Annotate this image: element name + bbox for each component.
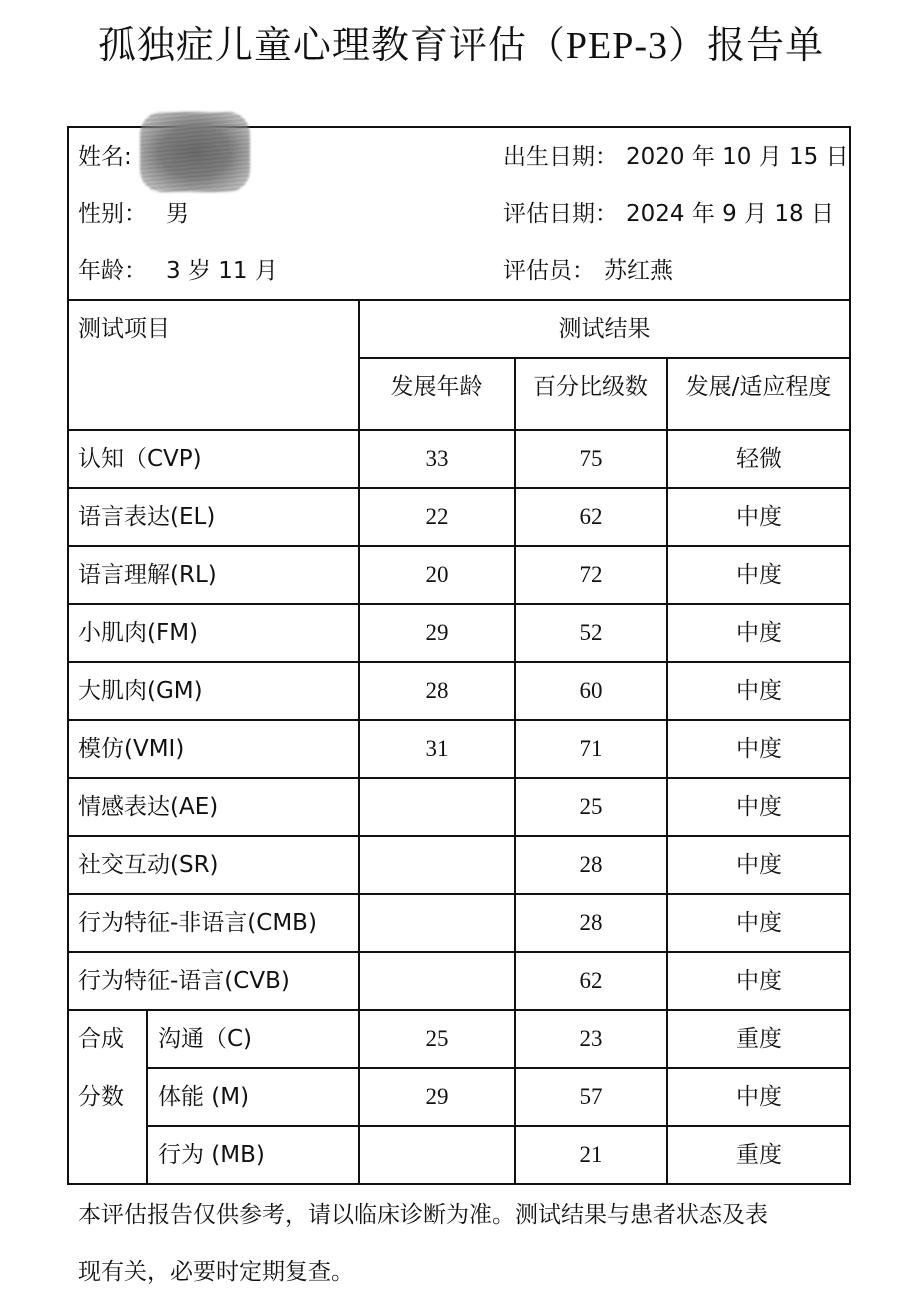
table-row-item: 模仿(VMI) (78, 736, 185, 762)
composite-row-level: 重度 (736, 1026, 782, 1052)
table-row-dev-age: 28 (425, 678, 449, 703)
table-header-top-line (67, 299, 851, 301)
table-header-mid-line (359, 357, 851, 359)
table-row-level: 中度 (736, 504, 782, 530)
table-row-percentile: 52 (579, 620, 603, 645)
table-row-item: 小肌肉(FM) (78, 620, 199, 646)
gender-value: 男 (166, 201, 189, 227)
report-title: 孤独症儿童心理教育评估（PEP-3）报告单 (97, 23, 825, 67)
table-row-line (67, 603, 851, 605)
table-row-item: 认知（CVP) (78, 446, 202, 472)
composite-row-percentile: 57 (579, 1084, 603, 1109)
table-row-level: 中度 (736, 910, 782, 936)
table-row-percentile: 72 (579, 562, 603, 587)
table-row-item: 社交互动(SR) (78, 852, 219, 878)
table-row-level: 轻微 (736, 446, 782, 472)
footer-note-line2: 现有关，必要时定期复查。 (78, 1259, 354, 1285)
table-row-percentile: 25 (579, 794, 603, 819)
table-row-item: 语言表达(EL) (78, 504, 216, 530)
header-test-item: 测试项目 (78, 316, 170, 342)
composite-row-line (147, 1067, 851, 1069)
column-line-percentile (666, 358, 668, 1185)
column-line-composite (146, 1010, 148, 1185)
table-row-level: 中度 (736, 562, 782, 588)
table-row-percentile: 62 (579, 968, 603, 993)
table-row-item: 行为特征-语言(CVB) (78, 968, 290, 994)
table-header-bottom-line (67, 429, 851, 431)
eval-date-value: 2024 年 9 月 18 日 (626, 201, 834, 227)
table-row-level: 中度 (736, 794, 782, 820)
table-row-line (67, 487, 851, 489)
evaluator-value: 苏红燕 (604, 258, 673, 284)
column-line-dev-age (514, 358, 516, 1185)
evaluator-label: 评估员： (503, 258, 595, 284)
table-row-percentile: 62 (579, 504, 603, 529)
table-row-item: 大肌肉(GM) (78, 678, 203, 704)
table-row-line (67, 661, 851, 663)
composite-row-dev-age: 25 (425, 1026, 449, 1051)
table-row-level: 中度 (736, 968, 782, 994)
birth-date-label: 出生日期： (503, 144, 618, 170)
composite-row-item: 体能 (M) (158, 1084, 250, 1110)
composite-row-dev-age: 29 (425, 1084, 449, 1109)
table-row-line (67, 1009, 851, 1011)
table-row-item: 行为特征-非语言(CMB) (78, 910, 317, 936)
table-row-line (67, 893, 851, 895)
name-redaction (140, 112, 250, 192)
header-level: 发展/适应程度 (685, 374, 832, 400)
header-dev-age: 发展年龄 (390, 374, 483, 400)
table-row-level: 中度 (736, 620, 782, 646)
table-row-item: 语言理解(RL) (78, 562, 217, 588)
table-row-percentile: 75 (579, 446, 603, 471)
age-label: 年龄： (78, 258, 147, 284)
composite-label-line2: 分数 (78, 1084, 124, 1110)
table-row-dev-age: 31 (425, 736, 449, 761)
composite-row-item: 行为 (MB) (158, 1142, 265, 1168)
composite-row-percentile: 21 (579, 1142, 603, 1167)
table-row-line (67, 835, 851, 837)
header-test-result: 测试结果 (558, 316, 651, 342)
table-row-level: 中度 (736, 678, 782, 704)
eval-date-label: 评估日期： (503, 201, 618, 227)
table-row-line (67, 545, 851, 547)
name-label: 姓名: (78, 144, 132, 170)
header-percentile: 百分比级数 (533, 374, 648, 400)
table-row-item: 情感表达(AE) (78, 794, 219, 820)
table-row-percentile: 28 (579, 852, 603, 877)
composite-row-line (147, 1125, 851, 1127)
table-row-dev-age: 22 (425, 504, 449, 529)
table-row-dev-age: 20 (425, 562, 449, 587)
table-row-line (67, 719, 851, 721)
composite-row-percentile: 23 (579, 1026, 603, 1051)
table-row-dev-age: 29 (425, 620, 449, 645)
gender-label: 性别： (78, 201, 147, 227)
composite-row-level: 中度 (736, 1084, 782, 1110)
table-row-line (67, 951, 851, 953)
table-row-percentile: 28 (579, 910, 603, 935)
table-row-percentile: 60 (579, 678, 603, 703)
composite-row-item: 沟通（C) (158, 1026, 253, 1052)
composite-label-line1: 合成 (78, 1026, 124, 1052)
composite-row-level: 重度 (736, 1142, 782, 1168)
table-row-level: 中度 (736, 736, 782, 762)
table-row-dev-age: 33 (425, 446, 449, 471)
table-row-level: 中度 (736, 852, 782, 878)
table-row-line (67, 777, 851, 779)
age-value: 3 岁 11 月 (166, 258, 278, 284)
birth-date-value: 2020 年 10 月 15 日 (626, 144, 849, 170)
footer-note-line1: 本评估报告仅供参考，请以临床诊断为准。测试结果与患者状态及表 (78, 1202, 768, 1228)
table-row-percentile: 71 (579, 736, 603, 761)
